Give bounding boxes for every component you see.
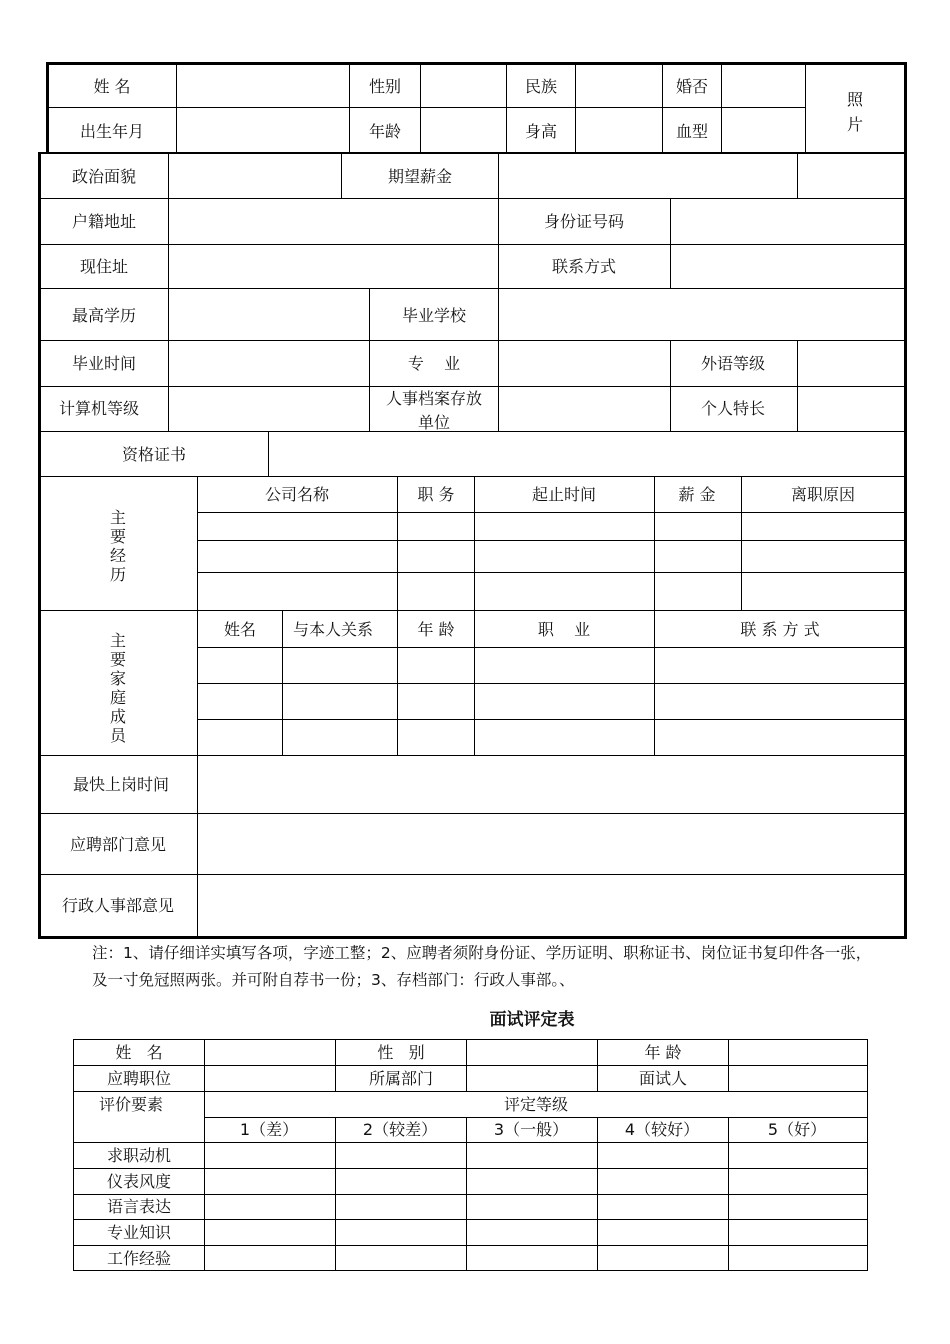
field-certificate[interactable] (269, 432, 904, 476)
section-experience: 主要经历 (109, 508, 126, 584)
label-contact: 联系方式 (551, 257, 617, 276)
label-archive-line1: 人事档案存放 (385, 389, 483, 408)
iv-label-interviewer: 面试人 (638, 1069, 688, 1088)
iv-grade-5: 5（好） (767, 1120, 827, 1139)
iv-criterion-knowledge: 专业知识 (106, 1223, 172, 1242)
field-id-number[interactable] (671, 199, 904, 244)
exp-header-company: 公司名称 (264, 485, 330, 504)
field-admin-opinion[interactable] (198, 875, 904, 936)
exp-header-reason: 离职原因 (790, 485, 856, 504)
section-family: 主要家庭成员 (109, 631, 126, 745)
iv-criteria-label: 评价要素 (98, 1095, 164, 1114)
label-gender: 性别 (368, 77, 402, 96)
label-hukou: 户籍地址 (71, 212, 137, 231)
iv-grade-label: 评定等级 (503, 1095, 569, 1114)
field-birth[interactable] (177, 108, 349, 152)
iv-label-name: 姓 名 (115, 1043, 163, 1062)
label-major: 专 业 (407, 354, 461, 373)
iv-grade-1: 1（差） (239, 1120, 299, 1139)
label-birth: 出生年月 (79, 122, 145, 141)
label-name: 姓 名 (93, 77, 131, 96)
label-dept-opinion: 应聘部门意见 (69, 835, 167, 854)
label-language: 外语等级 (700, 354, 766, 373)
label-address: 现住址 (79, 257, 129, 276)
iv-field-department[interactable] (467, 1066, 597, 1091)
label-certificate: 资格证书 (121, 445, 187, 464)
fam-header-job: 职 业 (537, 620, 591, 639)
label-start-time: 最快上岗时间 (72, 775, 170, 794)
iv-label-age: 年 龄 (644, 1043, 682, 1062)
label-specialty: 个人特长 (700, 399, 766, 418)
field-salary[interactable] (499, 154, 797, 198)
iv-field-name[interactable] (205, 1040, 335, 1065)
label-school: 毕业学校 (401, 306, 467, 325)
iv-criterion-expression: 语言表达 (106, 1197, 172, 1216)
label-political: 政治面貌 (71, 167, 137, 186)
field-address[interactable] (169, 245, 498, 288)
field-marital[interactable] (722, 65, 805, 107)
iv-field-gender[interactable] (467, 1040, 597, 1065)
field-contact[interactable] (671, 245, 904, 288)
label-archive-line2: 单位 (417, 413, 451, 432)
exp-header-position: 职 务 (417, 485, 455, 504)
fam-header-contact: 联 系 方 式 (740, 620, 820, 639)
field-dept-opinion[interactable] (198, 814, 904, 874)
field-name[interactable] (177, 65, 349, 107)
field-gender[interactable] (421, 65, 506, 107)
label-ethnicity: 民族 (524, 77, 558, 96)
label-admin-opinion: 行政人事部意见 (61, 896, 175, 915)
label-marital: 婚否 (675, 77, 709, 96)
field-political[interactable] (169, 154, 341, 198)
label-salary: 期望薪金 (387, 167, 453, 186)
field-education[interactable] (169, 289, 369, 340)
form-note: 注：1、请仔细详实填写各项，字迹工整；2、应聘者须附身份证、学历证明、职称证书、岗位证书复印件各一张，及一寸免冠照两张。并可附自荐书一份；3、存档部门：行政人事部。、 (92, 944, 872, 989)
field-school[interactable] (499, 289, 904, 340)
label-height: 身高 (524, 122, 558, 141)
field-hukou[interactable] (169, 199, 498, 244)
label-id-number: 身份证号码 (543, 212, 625, 231)
field-ethnicity[interactable] (576, 65, 662, 107)
iv-label-position: 应聘职位 (106, 1069, 172, 1088)
fam-header-age: 年 龄 (417, 620, 455, 639)
iv-grade-4: 4（较好） (624, 1120, 700, 1139)
iv-grade-2: 2（较差） (362, 1120, 438, 1139)
label-age: 年龄 (368, 122, 402, 141)
photo-label: 照 片 (846, 90, 864, 134)
label-blood: 血型 (675, 122, 709, 141)
iv-field-interviewer[interactable] (729, 1066, 867, 1091)
fam-header-relation: 与本人关系 (292, 620, 374, 639)
label-computer: 计算机等级 (58, 399, 140, 418)
fam-header-name: 姓名 (223, 620, 257, 639)
iv-grade-3: 3（一般） (493, 1120, 569, 1139)
iv-criterion-motivation: 求职动机 (106, 1146, 172, 1165)
iv-label-department: 所属部门 (368, 1069, 434, 1088)
label-education: 最高学历 (71, 306, 137, 325)
exp-header-salary: 薪 金 (678, 485, 716, 504)
field-start-time[interactable] (198, 756, 904, 813)
iv-field-position[interactable] (205, 1066, 335, 1091)
iv-criterion-appearance: 仪表风度 (106, 1172, 172, 1191)
iv-field-age[interactable] (729, 1040, 867, 1065)
iv-label-gender: 性 别 (377, 1043, 425, 1062)
interview-title: 面试评定表 (489, 1010, 575, 1030)
exp-header-period: 起止时间 (531, 485, 597, 504)
label-grad-time: 毕业时间 (71, 354, 137, 373)
iv-criterion-experience: 工作经验 (106, 1249, 172, 1268)
